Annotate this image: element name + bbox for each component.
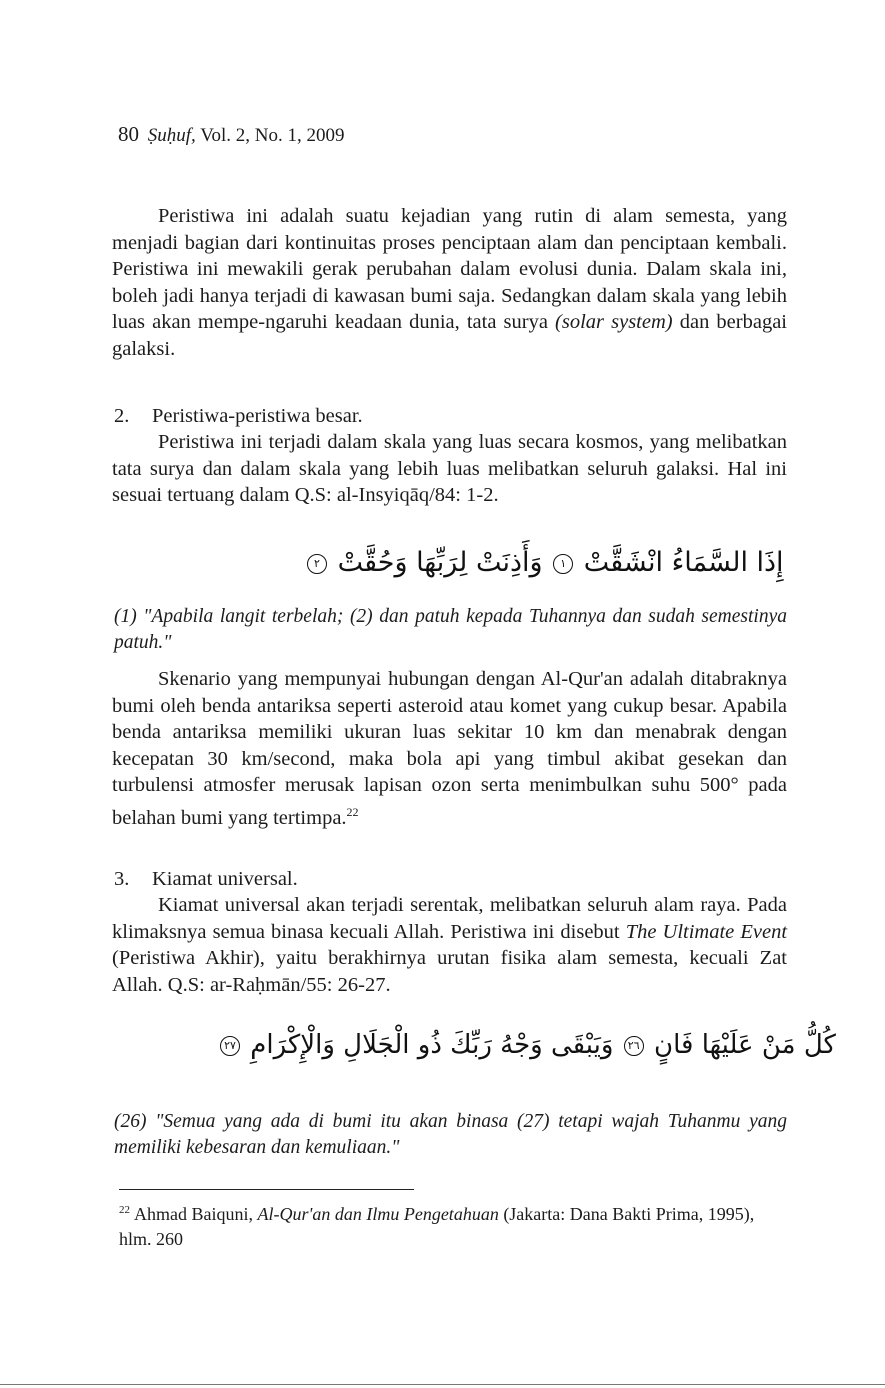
page-number: 80 (118, 122, 139, 146)
page-edge-line (0, 1384, 885, 1385)
verse-marker: ١ (553, 554, 573, 574)
arabic-text: كُلُّ مَنْ عَلَيْهَا فَانٍ (653, 1030, 836, 1060)
journal-volume: Vol. 2, No. 1, 2009 (200, 125, 345, 146)
translation-84: (1) "Apabila langit terbelah; (2) dan patuh kepada Tuhannya dan sudah semestinya patuh." (114, 606, 787, 653)
translation-55: (26) "Semua yang ada di bumi itu akan binasa (27) tetapi wajah Tuhanmu yang memiliki kebesaran dan kemuliaan." (114, 1111, 787, 1158)
paragraph-big-events: Peristiwa ini terjadi dalam skala yang luas secara kosmos, yang melibatkan tata surya dan dalam skala yang lebih luas melibatkan seluruh galaksi. Hal ini sesuai tertuang dalam Q.S: al-Insyiqāq/84: 1-2. (112, 431, 787, 507)
list-title: Peristiwa-peristiwa besar. (152, 405, 363, 427)
footnote-publication: (Jakarta: Dana Bakti Prima, 1995), hlm. 260 (119, 1204, 755, 1249)
paragraph-universal-doom (112, 892, 787, 998)
footnote-number: 22 (119, 1204, 130, 1216)
running-header (118, 122, 344, 147)
footnote-divider (119, 1189, 414, 1190)
paragraph-text: Kiamat universal akan terjadi serentak, melibatkan seluruh alam raya. Pada klimaksnya semua binasa kecuali Allah. Peristiwa ini disebut (112, 894, 787, 943)
list-item-2-title (114, 403, 363, 430)
journal-title: Ṣuḥuf, (147, 125, 196, 146)
arabic-verse-55 (218, 1030, 836, 1060)
paragraph-scenario (112, 666, 787, 831)
list-item-3-title (114, 866, 298, 893)
footnote-author: Ahmad Baiquni, (134, 1204, 253, 1224)
italic-term: The Ultimate Event (625, 920, 788, 943)
list-title: Kiamat universal. (152, 868, 298, 890)
verse-marker: ٢ (307, 554, 327, 574)
paragraph-text: Skenario yang mempunyai hubungan dengan Al-Qur'an adalah ditabraknya bumi oleh benda antariksa seperti asteroid atau komet yang cukup besar. Apabila benda antariksa memiliki ukuran luas sekitar 10 km dan menabrak dengan kecepatan 30 km/second, maka bola api yang timbul akibat gesekan dan turbulensi atmosfer merusak lapisan ozon serta menimbulkan suhu 500° pada belahan bumi yang tertimpa. (112, 668, 787, 829)
arabic-text: وَأَذِنَتْ لِرَبِّهَا وَحُقَّتْ (337, 547, 543, 578)
paragraph-text: Peristiwa ini adalah suatu kejadian yang rutin di alam semesta, yang menjadi bagian dari kontinuitas proses penciptaan alam dan penciptaan kembali. Peristiwa ini mewakili gerak perubahan dalam evolusi dunia. Dalam skala ini, boleh jadi hanya terjadi di kawasan bumi saja. Sedangkan dalam skala yang lebih luas akan mempe-ngaruhi keadaan dunia, tata surya (112, 205, 787, 334)
verse-marker: ٢٦ (624, 1036, 644, 1056)
verse-marker: ٢٧ (220, 1036, 240, 1056)
arabic-text: إِذَا السَّمَاءُ انْشَقَّتْ (583, 547, 784, 578)
list-number: 3. (114, 868, 130, 890)
arabic-text: وَيَبْقَى وَجْهُ رَبِّكَ ذُو الْجَلَالِ وَالْإِكْرَامِ (250, 1030, 614, 1060)
paragraph-text-end: dan berbagai galaksi. (112, 311, 787, 360)
italic-term: (solar system) (555, 311, 673, 334)
list-number: 2. (114, 405, 130, 427)
footnote (119, 1198, 787, 1252)
paragraph-text-end: (Peristiwa Akhir), yaitu berakhirnya urutan fisika alam semesta, kecuali Zat Allah. Q.S: ar-Raḥmān/55: 26-27. (112, 947, 787, 996)
paragraph-event-routine (112, 203, 787, 363)
arabic-verse-84 (305, 547, 784, 578)
footnote-ref: 22 (346, 804, 359, 819)
footnote-title: Al-Qur'an dan Ilmu Pengetahuan (257, 1204, 499, 1224)
